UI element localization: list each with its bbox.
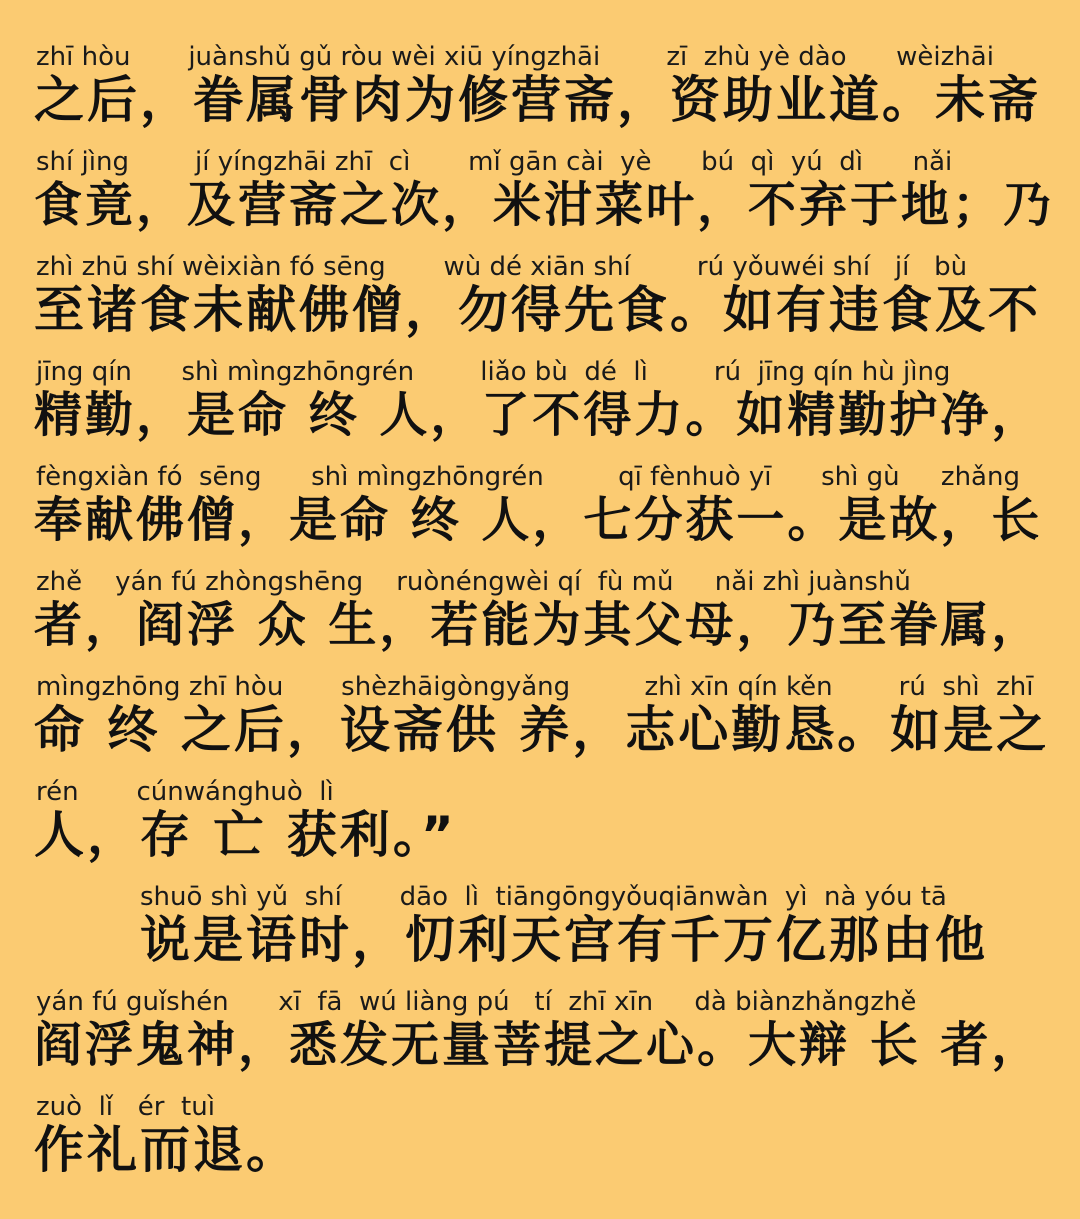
text-line-5: [0, 462, 1080, 567]
pinyin-row: yán fú guǐshén xī fā wú liàng pú tí zhī xīn dà biànzhǎngzhě: [36, 987, 917, 1017]
hanzi-row: 命 终 之后，设斋供 养，志心勤恳。如是之: [34, 701, 1050, 759]
text-line-9: [0, 882, 1080, 987]
pinyin-row: zhī hòu juànshǔ gǔ ròu wèi xiū yíngzhāi zī zhù yè dào wèizhāi: [36, 42, 994, 72]
pinyin-row: zuò lǐ ér tuì: [36, 1092, 215, 1122]
text-line-4: [0, 357, 1080, 462]
text-line-8: [0, 777, 1080, 882]
pinyin-row: fèngxiàn fó sēng shì mìngzhōngrén qī fènhuò yī shì gù zhǎng: [36, 462, 1020, 492]
hanzi-row: 精勤，是命 终 人，了不得力。如精勤护净，: [34, 387, 1043, 443]
pinyin-row: shuō shì yǔ shí dāo lì tiāngōngyǒuqiānwàn yì nà yóu tā: [140, 882, 947, 912]
hanzi-row: 奉献佛僧，是命 终 人，七分获一。是故，长: [34, 492, 1043, 548]
hanzi-row: 说是语时，忉利天宫有千万亿那由他: [140, 911, 988, 969]
pinyin-row: rén cúnwánghuò lì: [36, 777, 334, 807]
text-line-1: [0, 42, 1080, 147]
hanzi-row: 之后，眷属骨肉为修营斋，资助业道。未斋: [34, 71, 1041, 129]
pinyin-row: mìngzhōng zhī hòu shèzhāigòngyǎng zhì xīn qín kěn rú shì zhī: [36, 672, 1034, 702]
text-line-7: [0, 672, 1080, 777]
hanzi-row: 者，阎浮 众 生，若能为其父母，乃至眷属，: [34, 597, 1043, 653]
text-line-2: [0, 147, 1080, 252]
text-line-10: [0, 987, 1080, 1092]
hanzi-row: 至诸食未献佛僧，勿得先食。如有违食及不: [34, 281, 1041, 339]
text-line-11: [0, 1092, 1080, 1197]
hanzi-row: 阎浮鬼神，悉发无量菩提之心。大辩 长 者，: [34, 1017, 1043, 1073]
hanzi-row: 人，存 亡 获利。”: [34, 806, 457, 864]
hanzi-row: 食竟，及营斋之次，米泔菜叶，不弃于地；乃: [34, 177, 1055, 233]
hanzi-row: 作礼而退。: [34, 1121, 299, 1179]
pinyin-row: zhě yán fú zhòngshēng ruònéngwèi qí fù mǔ nǎi zhì juànshǔ: [36, 567, 911, 597]
pinyin-row: zhì zhū shí wèixiàn fó sēng wù dé xiān shí rú yǒuwéi shí jí bù: [36, 252, 968, 282]
pinyin-row: shí jìng jí yíngzhāi zhī cì mǐ gān cài yè bú qì yú dì nǎi: [36, 147, 953, 177]
pinyin-row: jīng qín shì mìngzhōngrén liǎo bù dé lì rú jīng qín hù jìng: [36, 357, 951, 387]
text-line-3: [0, 252, 1080, 357]
text-line-6: [0, 567, 1080, 672]
